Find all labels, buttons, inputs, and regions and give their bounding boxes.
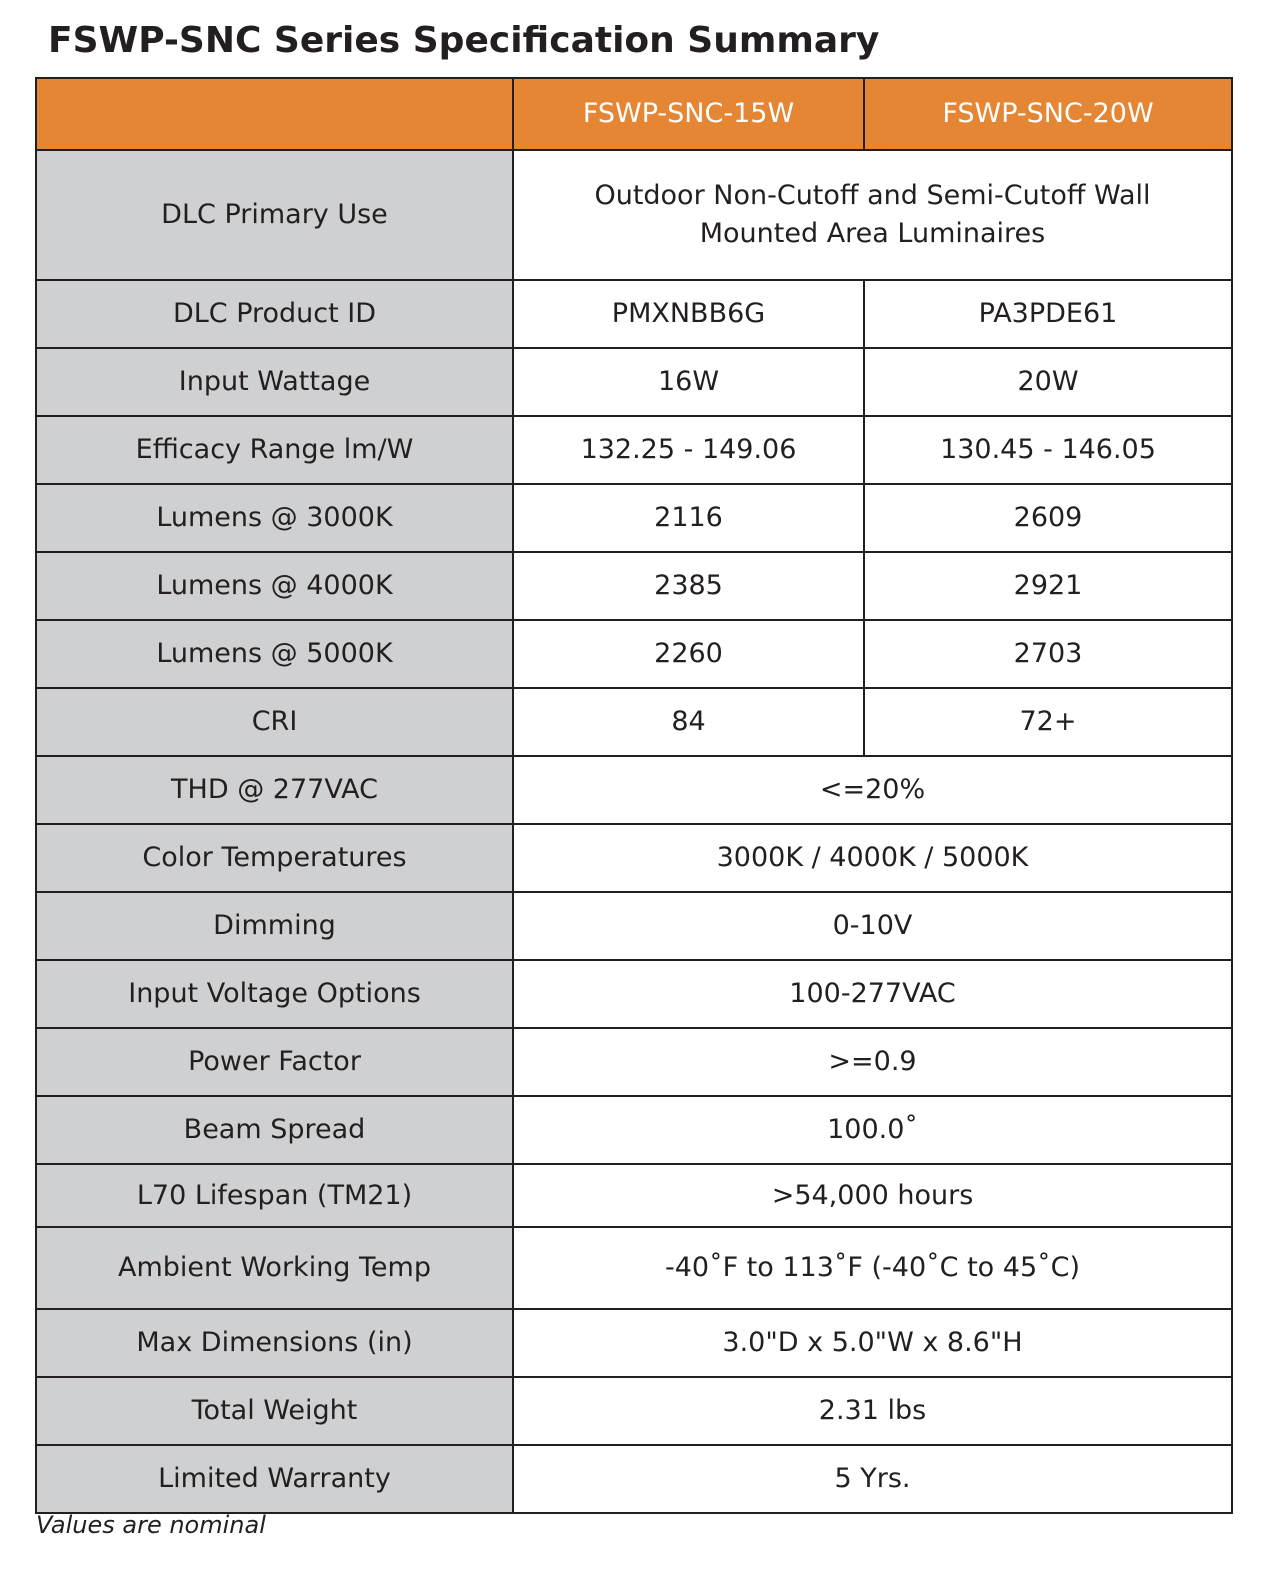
table-row	[36, 1445, 1232, 1513]
row-value: 3.0"D x 5.0"W x 8.6"H	[513, 1309, 1232, 1377]
row-value-15w: 132.25 - 149.06	[513, 416, 864, 484]
row-label: Total Weight	[36, 1377, 513, 1445]
table-row	[36, 824, 1232, 892]
table-row	[36, 1164, 1232, 1227]
column-header-20w: FSWP-SNC-20W	[864, 78, 1232, 150]
table-row	[36, 688, 1232, 756]
table-row	[36, 552, 1232, 620]
table-row	[36, 756, 1232, 824]
row-value: Outdoor Non-Cutoff and Semi-Cutoff Wall Mounted Area Luminaires	[513, 150, 1232, 280]
row-value-15w: 84	[513, 688, 864, 756]
row-value-20w: 130.45 - 146.05	[864, 416, 1232, 484]
row-value: -40˚F to 113˚F (-40˚C to 45˚C)	[513, 1227, 1232, 1309]
row-label: DLC Primary Use	[36, 150, 513, 280]
row-label: Limited Warranty	[36, 1445, 513, 1513]
row-value: 100.0˚	[513, 1096, 1232, 1164]
row-label: L70 Lifespan (TM21)	[36, 1164, 513, 1227]
spec-table	[35, 77, 1233, 1514]
row-label: Ambient Working Temp	[36, 1227, 513, 1309]
header-row	[36, 78, 1232, 150]
table-row	[36, 1377, 1232, 1445]
row-value: >54,000 hours	[513, 1164, 1232, 1227]
table-row	[36, 892, 1232, 960]
table-row	[36, 1227, 1232, 1309]
table-row	[36, 1096, 1232, 1164]
row-value-15w: 2260	[513, 620, 864, 688]
row-value-20w: 72+	[864, 688, 1232, 756]
row-value: 3000K / 4000K / 5000K	[513, 824, 1232, 892]
row-value-20w: 2921	[864, 552, 1232, 620]
row-value-15w: PMXNBB6G	[513, 280, 864, 348]
footnote: Values are nominal	[36, 1511, 266, 1539]
row-label: CRI	[36, 688, 513, 756]
table-row	[36, 280, 1232, 348]
header-corner-cell	[36, 78, 513, 150]
row-value: 0-10V	[513, 892, 1232, 960]
row-label: Beam Spread	[36, 1096, 513, 1164]
row-value-20w: 2703	[864, 620, 1232, 688]
row-label: Color Temperatures	[36, 824, 513, 892]
table-row	[36, 1309, 1232, 1377]
row-label: Input Voltage Options	[36, 960, 513, 1028]
row-label: Max Dimensions (in)	[36, 1309, 513, 1377]
row-value: <=20%	[513, 756, 1232, 824]
table-row	[36, 1028, 1232, 1096]
row-value: 100-277VAC	[513, 960, 1232, 1028]
row-label: Lumens @ 4000K	[36, 552, 513, 620]
row-value-20w: 20W	[864, 348, 1232, 416]
row-label: DLC Product ID	[36, 280, 513, 348]
row-value: 2.31 lbs	[513, 1377, 1232, 1445]
table-row	[36, 150, 1232, 280]
column-header-15w: FSWP-SNC-15W	[513, 78, 864, 150]
table-row	[36, 416, 1232, 484]
row-label: Power Factor	[36, 1028, 513, 1096]
table-row	[36, 484, 1232, 552]
row-value-15w: 2116	[513, 484, 864, 552]
row-value-20w: 2609	[864, 484, 1232, 552]
table-row	[36, 620, 1232, 688]
row-value: 5 Yrs.	[513, 1445, 1232, 1513]
row-value: >=0.9	[513, 1028, 1232, 1096]
table-row	[36, 960, 1232, 1028]
row-value-15w: 16W	[513, 348, 864, 416]
page-title: FSWP-SNC Series Specification Summary	[48, 20, 880, 61]
row-label: Lumens @ 3000K	[36, 484, 513, 552]
row-value-15w: 2385	[513, 552, 864, 620]
row-label: THD @ 277VAC	[36, 756, 513, 824]
row-label: Efficacy Range lm/W	[36, 416, 513, 484]
row-value-20w: PA3PDE61	[864, 280, 1232, 348]
table-row	[36, 348, 1232, 416]
row-label: Lumens @ 5000K	[36, 620, 513, 688]
row-label: Input Wattage	[36, 348, 513, 416]
row-label: Dimming	[36, 892, 513, 960]
